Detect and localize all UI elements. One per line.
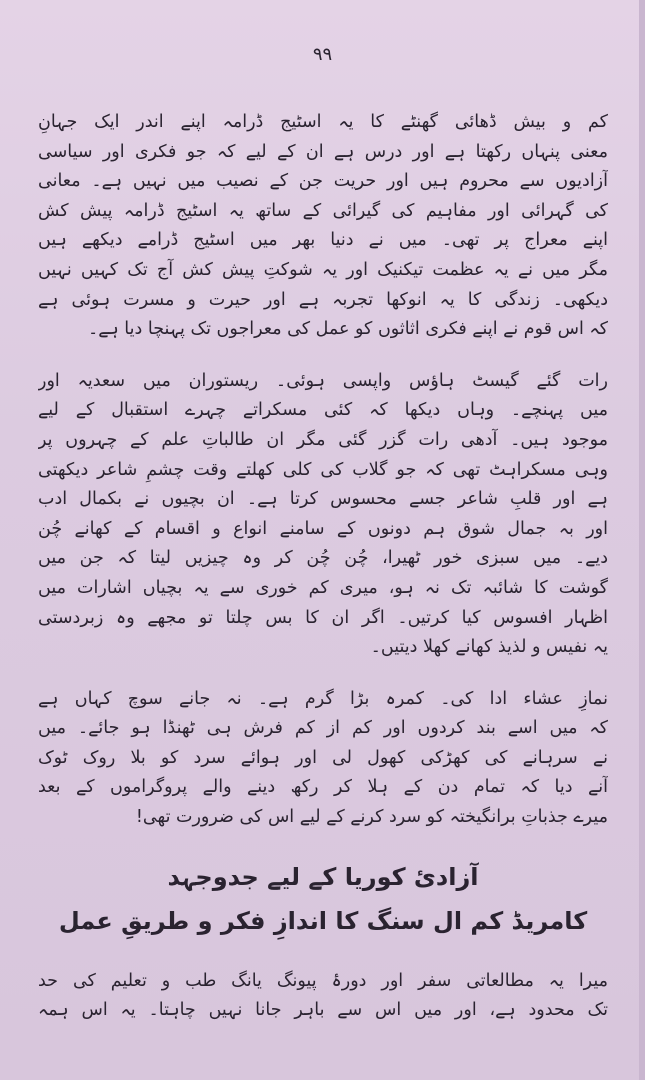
text-line: نمازِ عشاء ادا کی۔ کمرہ بڑا گرم ہے۔ نہ جانے سوچ کہاں ہے	[38, 688, 608, 709]
text-line: معنی پنہاں رکھتا ہے اور درس ہے ان کے لیے کہ جو فکری اور سیاسی	[38, 141, 608, 162]
text-line: آزادیوں سے محروم ہیں اور حریت جن کے نصیب میں نہیں ہے۔ معانی	[38, 171, 608, 192]
text-line: دیکھی۔ زندگی کا یہ انوکھا تجربہ ہے اور حیرت و مسرت ہوئی ہے	[38, 289, 608, 310]
text-line: تک محدود ہے، اور میں اس سے باہر جانا نہیں چاہتا۔ یہ اس ہمہ	[38, 1000, 608, 1021]
body-text	[38, 108, 608, 1048]
text-line: دیے۔ میں سبزی خور ٹھیرا، چُن چُن کر وہ چیزیں لیتا کہ جن میں	[38, 548, 608, 569]
text-line: مگر میں نے یہ عظمت تیکنیک اور یہ شوکتِ پیش کش آج تک کہیں نہیں	[38, 259, 608, 280]
section-title: آزادیٔ کوریا کے لیے جدوجہد	[167, 862, 479, 891]
text-line: کم و بیش ڈھائی گھنٹے کا یہ اسٹیج ڈرامہ اپنے اندر ایک جہانِ	[38, 112, 608, 132]
text-line: رات گئے گیسٹ ہاؤس واپسی ہوئی۔ ریستوران میں سعدیہ اور	[38, 370, 608, 391]
page-number: ۹۹	[312, 44, 333, 65]
text-line: اظہار افسوس کیا کرتیں۔ اگر ان کا بس چلتا تو مجھے وہ زبردستی	[38, 607, 608, 628]
paragraph-night-prayer	[38, 685, 608, 833]
paragraph-stage-drama	[38, 108, 608, 345]
text-line: یہ نفیس و لذیذ کھانے کھلا دیتیں۔	[370, 637, 608, 658]
text-line: ہے اور قلبِ شاعر جسے محسوس کرتا ہے۔ ان بچیوں نے بکمال ادب	[38, 489, 608, 510]
text-line: موجود ہیں۔ آدھی رات گزر گئی مگر ان طالباتِ علم کے چہروں پر	[38, 429, 608, 450]
section-heading	[38, 855, 608, 943]
text-line: میرے جذباتِ برانگیختہ کو سرد کرنے کے لیے اس کی ضرورت تھی!	[135, 807, 608, 828]
text-line: آنے دیا کہ تمام دن کے ہلا کر رکھ دینے والے پروگراموں کے بعد	[38, 777, 608, 798]
text-line: کی گہرائی اور مفاہیم کی گیرائی کے ساتھ یہ اسٹیج ڈرامہ پیش کش	[38, 200, 608, 221]
text-line: اور بہ جمال شوق ہم دونوں کے سامنے انواع و اقسام کے کھانے چُن	[38, 518, 608, 539]
text-line: اپنے معراج پر تھی۔ میں نے دنیا بھر میں اسٹیج ڈرامے دیکھے ہیں	[38, 230, 608, 251]
text-line: میں پہنچے۔ وہاں دیکھا کہ کئی مسکراتے چہرے استقبال کے لیے	[38, 400, 608, 421]
paragraph-guest-house	[38, 367, 608, 663]
text-line: وہی مسکراہٹ تھی کہ جو گلاب کی کلی کھلتے وقت چشمِ شاعر دیکھتی	[38, 459, 608, 480]
section-subtitle: کامریڈ کم ال سنگ کا اندازِ فکر و طریقِ عمل	[58, 906, 588, 935]
text-line: نے سرہانے کی کھڑکی کھول لی اور ہوائے سرد کو بلا روک ٹوک	[38, 747, 608, 768]
text-line: میرا یہ مطالعاتی سفر اور دورۂ پیونگ یانگ طب و تعلیم کی حد	[38, 970, 608, 991]
text-line: گوشت کا شائبہ تک نہ ہو، میری کم خوری سے یہ بچیاں اشارات میں	[38, 577, 608, 598]
paragraph-study-tour	[38, 967, 608, 1026]
text-line: کہ اس قوم نے اپنے فکری اثاثوں کو عمل کی معراجوں تک پہنچا دیا ہے۔	[87, 319, 608, 340]
page-edge-shadow	[639, 0, 645, 1080]
text-line: کہ میں اسے بند کردوں اور کم از کم فرش ہی ٹھنڈا ہو جائے۔ میں	[38, 718, 608, 739]
